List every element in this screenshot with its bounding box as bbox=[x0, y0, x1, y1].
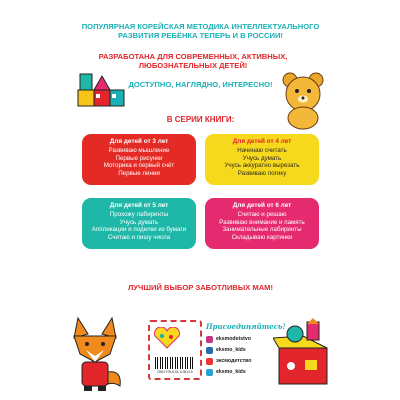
social-handle: eksmodetstvo bbox=[216, 336, 251, 342]
youtube-icon bbox=[206, 358, 213, 365]
card-item: Начинаю считать bbox=[237, 147, 287, 154]
card-item: Учусь думать bbox=[119, 218, 159, 226]
isbn-text: ISBN 978-5-04-113813-6 bbox=[157, 370, 193, 374]
card-item: Моторика и первый счёт bbox=[103, 162, 175, 170]
barcode bbox=[155, 357, 195, 369]
card-item: Аппликации и поделки из бумаги bbox=[91, 226, 187, 234]
slogan: ЛУЧШИЙ ВЫБОР ЗАБОТЛИВЫХ МАМ! bbox=[127, 283, 274, 292]
social-handle: эксмодетство bbox=[216, 358, 252, 364]
card-item: Первые линии bbox=[118, 169, 160, 177]
intro-headline: ПОПУЛЯРНАЯ КОРЕЙСКАЯ МЕТОДИКА ИНТЕЛЛЕКТУАЛЬНОГО РАЗВИТИЯ РЕБЁНКА ТЕПЕРЬ И В РОССИИ! bbox=[81, 22, 320, 41]
age-card-6 bbox=[205, 198, 319, 249]
age-card-5 bbox=[82, 198, 196, 249]
social-title: Присоединяйтесь! bbox=[206, 322, 286, 331]
postcard-frame bbox=[148, 320, 202, 380]
card-item: Учусь аккуратно вырезать bbox=[224, 162, 300, 170]
toy-blocks-icon bbox=[76, 66, 126, 112]
book-back-cover bbox=[68, 0, 333, 400]
fox-icon bbox=[70, 312, 125, 392]
social-row bbox=[206, 334, 272, 344]
age-card-4 bbox=[205, 134, 319, 185]
card-item: Прохожу лабиринты bbox=[109, 211, 169, 218]
card-item: Занимательные лабиринты bbox=[222, 226, 302, 234]
social-row bbox=[206, 367, 272, 377]
card-title: Для детей от 3 лет bbox=[109, 138, 169, 145]
qualities-headline: ДОСТУПНО, НАГЛЯДНО, ИНТЕРЕСНО! bbox=[128, 80, 273, 89]
series-title: В СЕРИИ КНИГИ: bbox=[166, 115, 235, 124]
card-item: Развиваю логику bbox=[237, 169, 287, 177]
card-item: Складываю картинки bbox=[231, 233, 293, 241]
card-item: Первые рисунки bbox=[115, 154, 163, 162]
social-handle: eksmo_kids bbox=[216, 369, 246, 375]
card-item: Развиваю внимание и память bbox=[219, 218, 305, 226]
card-title: Для детей от 6 лет bbox=[232, 202, 292, 209]
social-block bbox=[206, 322, 286, 382]
card-title: Для детей от 5 лет bbox=[109, 202, 169, 209]
age-card-3 bbox=[82, 134, 196, 185]
card-item: Развиваю мышление bbox=[108, 147, 170, 154]
social-row bbox=[206, 345, 272, 355]
telegram-icon bbox=[206, 369, 213, 376]
developed-headline: РАЗРАБОТАНА ДЛЯ СОВРЕМЕННЫХ, АКТИВНЫХ, ЛЮБОЗНАТЕЛЬНЫХ ДЕТЕЙ! bbox=[98, 52, 288, 71]
card-title: Для детей от 4 лет bbox=[232, 138, 292, 145]
vk-icon bbox=[206, 347, 213, 354]
social-row bbox=[206, 356, 272, 366]
social-handle: eksmo_kids bbox=[216, 347, 246, 353]
toy-box-icon bbox=[273, 318, 333, 388]
heart-icon bbox=[153, 327, 181, 349]
instagram-icon bbox=[206, 336, 213, 343]
card-item: Считаю и решаю bbox=[237, 211, 287, 218]
card-item: Учусь думать bbox=[242, 154, 282, 162]
card-item: Считаю и пишу числа bbox=[107, 233, 171, 241]
